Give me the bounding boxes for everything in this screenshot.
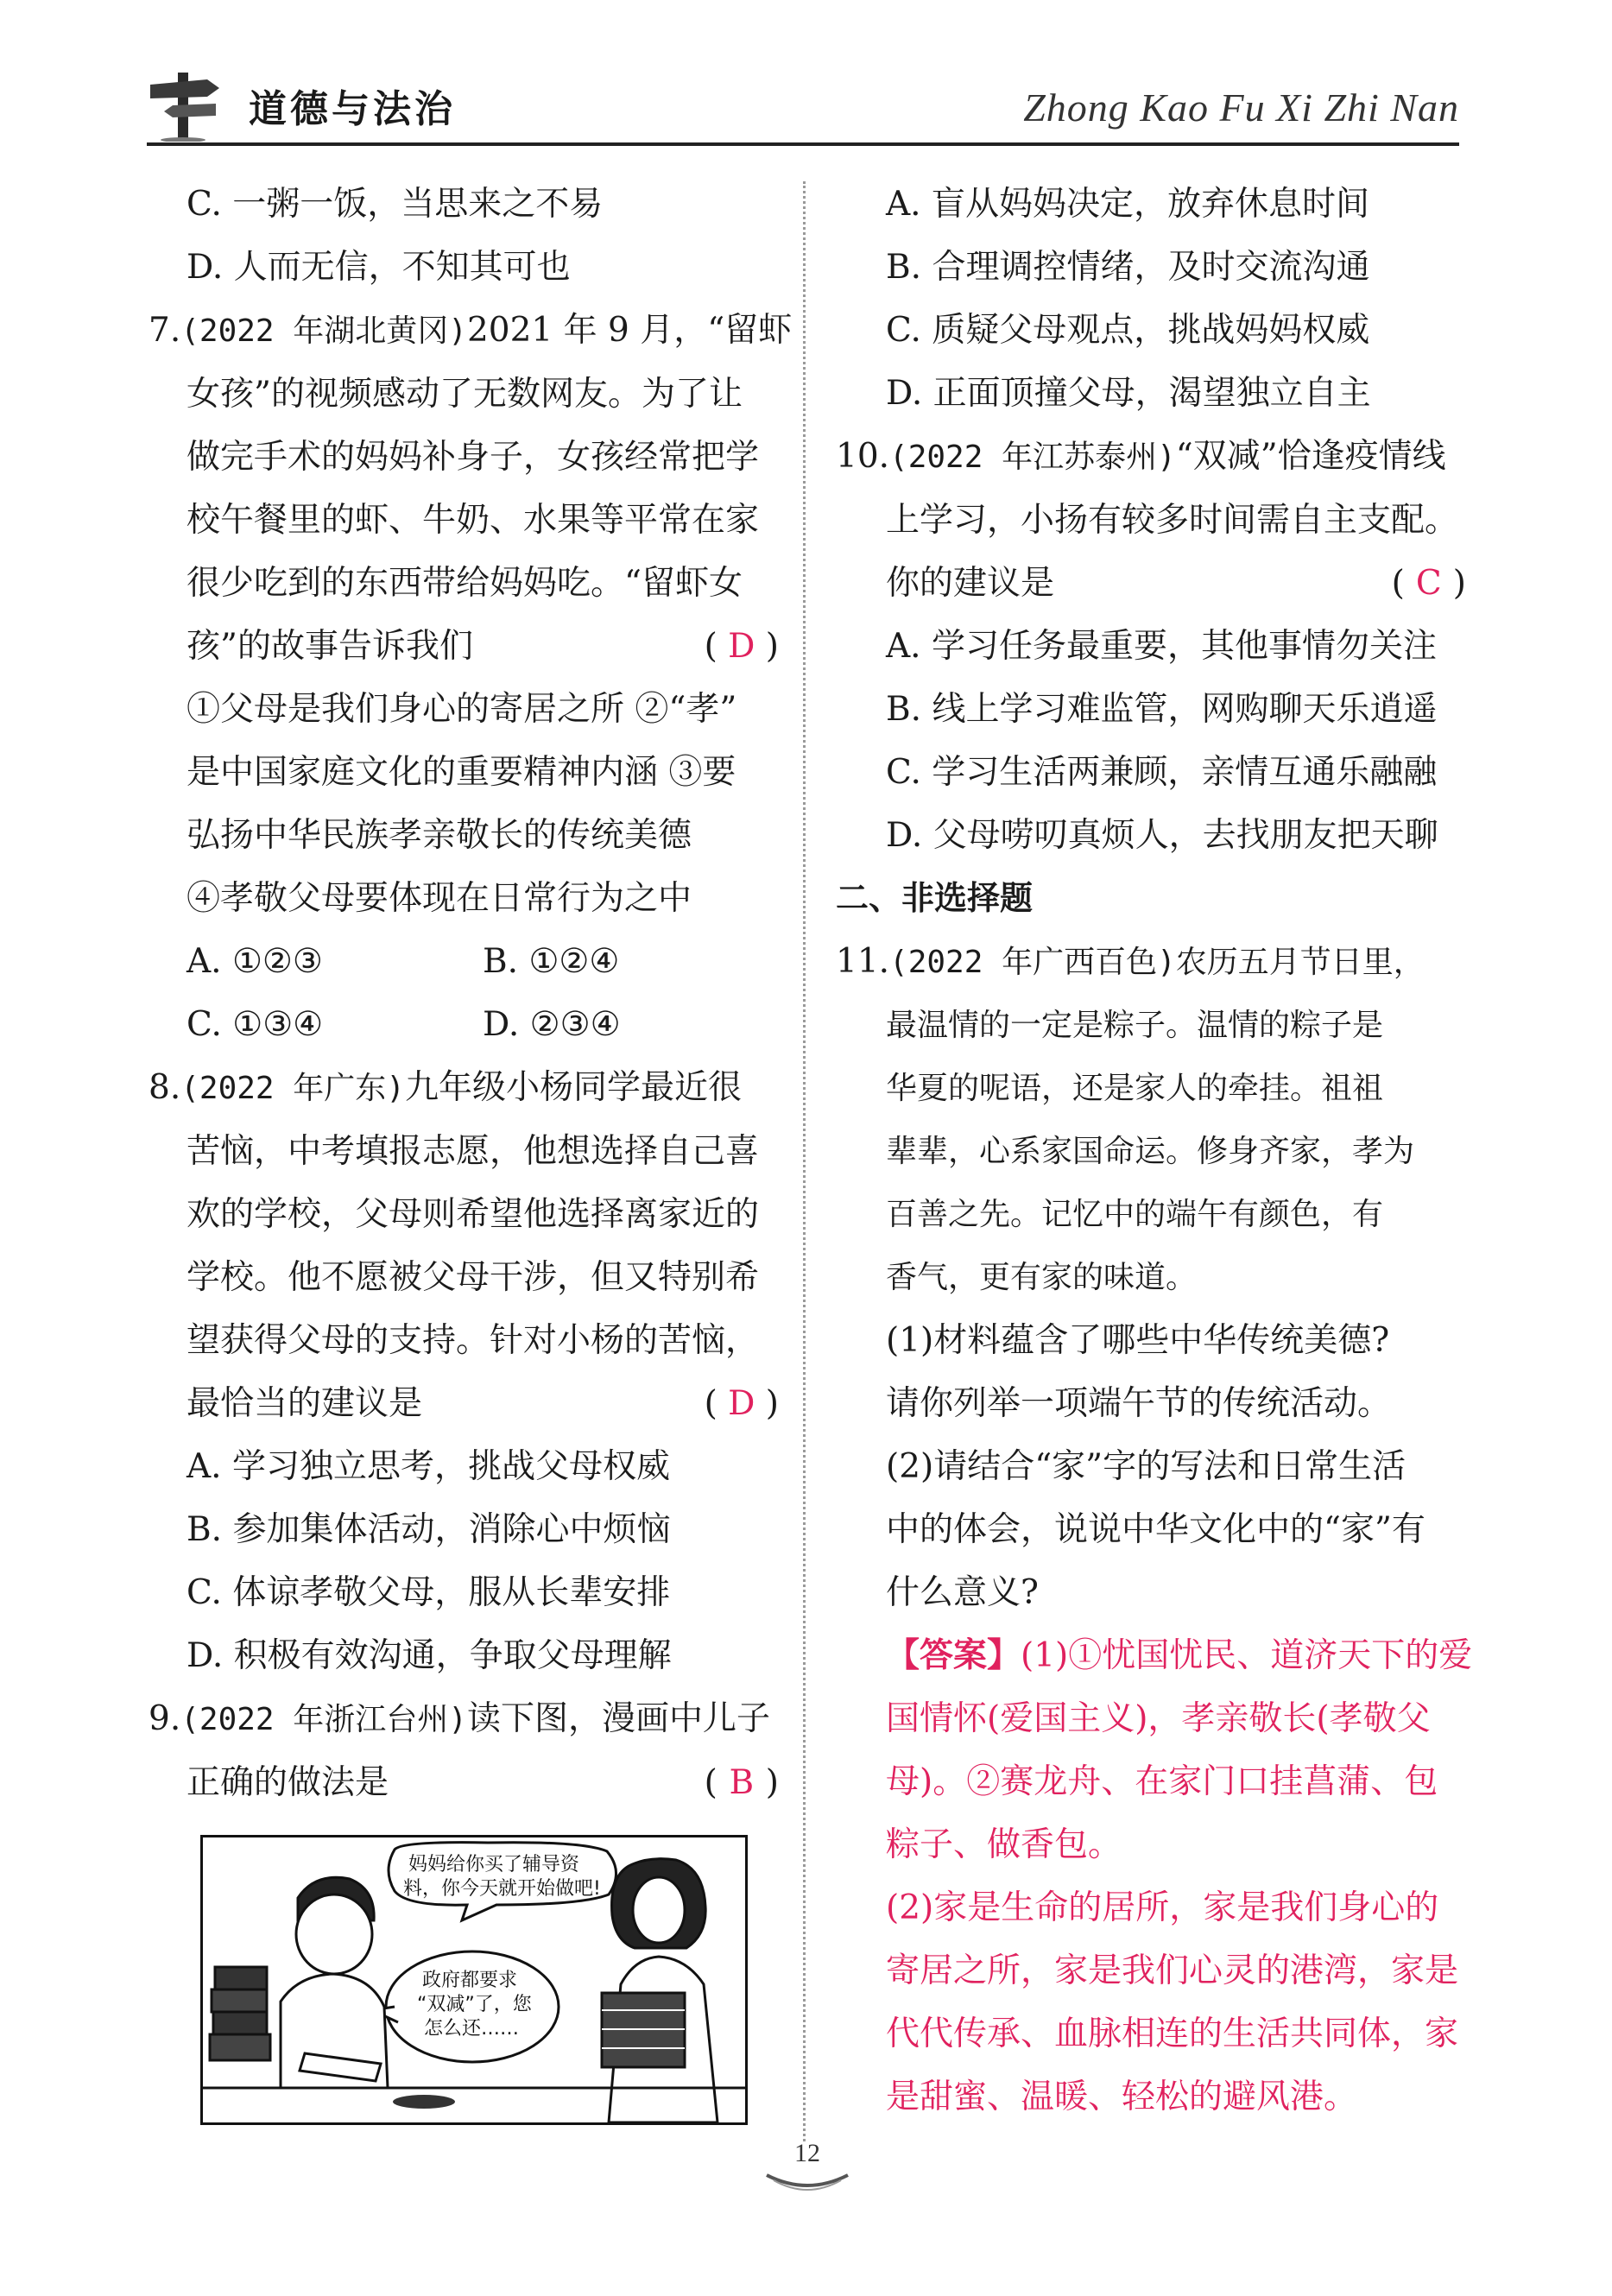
q11-answer-line: 是甜蜜、温暖、轻松的避风港。 (886, 2078, 1358, 2116)
q7-stem-line: 女孩”的视频感动了无数网友。为了让 (186, 375, 743, 414)
q7-option-a: A. ①②③ (186, 942, 323, 981)
q8-answer-bracket: ( D ) (705, 1372, 779, 1435)
q7-answer: D (728, 627, 755, 666)
q11-answer-line (836, 1624, 1473, 1687)
desk-object (393, 2095, 455, 2109)
q10-option-d: D. 父母唠叨真烦人，去找朋友把天聊 (886, 816, 1438, 855)
comic-illustration (200, 1835, 748, 2125)
comic-drawing (203, 1837, 745, 2122)
q11-stem-line: 香气，更有家的味道。 (886, 1260, 1198, 1295)
q9-option-a: A. 盲从妈妈决定，放弃休息时间 (886, 185, 1369, 224)
q11-answer-text: (1)①忧国忧民、道济天下的爱 (1021, 1636, 1473, 1675)
q10-option-c: C. 学习生活两兼顾，亲情互通乐融融 (886, 753, 1438, 792)
q9-answer-bracket: ( B ) (705, 1751, 779, 1814)
q7-answer-bracket: ( D ) (705, 615, 779, 678)
q8-option-c: C. 体谅孝敬父母，服从长辈安排 (186, 1573, 671, 1612)
q7-stem-line: 做完手术的妈妈补身子，女孩经常把学 (186, 438, 760, 477)
q7-options-row (149, 993, 779, 1056)
question-11 (836, 930, 1473, 2128)
q6-option-c: C. 一粥一饭，当思来之不易 (186, 185, 604, 224)
q8-option-b: B. 参加集体活动，消除心中烦恼 (186, 1510, 671, 1549)
right-column (836, 173, 1473, 2128)
q11-stem-line: 农历五月节日里， (1175, 945, 1425, 980)
q11-answer-line: 国情怀(爱国主义)，孝亲敬长(孝敬父 (886, 1699, 1431, 1738)
answer-label: 【答案】 (886, 1636, 1021, 1675)
left-column (149, 173, 793, 1814)
header-series-pinyin: Zhong Kao Fu Xi Zhi Nan (1023, 85, 1459, 130)
q11-answer-line: 寄居之所，家是我们心灵的港湾，家是 (886, 1951, 1459, 1990)
q7-option-b: B. ①②④ (483, 942, 620, 981)
page-number-swoosh-icon (760, 2137, 855, 2198)
q7-statement: 是中国家庭文化的重要精神内涵 ③要 (186, 753, 736, 792)
book-stack (210, 1967, 270, 2060)
question-10 (836, 425, 1466, 867)
q11-stem-line: 辈辈，心系家国命运。修身齐家，孝为 (886, 1134, 1415, 1169)
page-number (760, 2137, 855, 2198)
header-subject-title: 道德与法治 (249, 87, 456, 131)
q9-answer: B (729, 1763, 755, 1802)
q8-stem-line: 欢的学校，父母则希望他选择离家近的 (186, 1195, 760, 1234)
q8-option-d: D. 积极有效沟通，争取父母理解 (186, 1636, 672, 1675)
q9-option-b: B. 合理调控情绪，及时交流沟通 (886, 248, 1370, 287)
q7-statement: ④孝敬父母要体现在日常行为之中 (186, 879, 692, 918)
comic-bubble-son-line: 怎么还…… (424, 2018, 520, 2040)
comic-bubble-mother-line: 妈妈给你买了辅导资 (408, 1854, 580, 1875)
q7-number: 7. (149, 311, 181, 350)
son-figure (281, 1877, 388, 2088)
q7-statement: 弘扬中华民族孝亲敬长的传统美德 (186, 816, 692, 855)
q10-stem-line: “双减”恰逢疫情线 (1175, 437, 1446, 476)
q10-option-b: B. 线上学习难监管，网购聊天乐逍遥 (886, 690, 1438, 729)
q11-answer-line: 粽子、做香包。 (886, 1825, 1122, 1864)
q7-option-c: C. ①③④ (186, 1005, 324, 1044)
comic-bubble-son-line: “双减”了，您 (417, 1994, 532, 2015)
q7-stem-line: 很少吃到的东西带给妈妈吃。“留虾女 (186, 564, 743, 603)
question-7 (149, 299, 793, 1056)
q11-number: 11. (836, 942, 890, 981)
q8-option-a: A. 学习独立思考，挑战父母权威 (186, 1447, 670, 1486)
question-9 (149, 1687, 779, 1814)
q6-option-d: D. 人而无信，不知其可也 (186, 248, 571, 287)
q7-stem-line: 校午餐里的虾、牛奶、水果等平常在家 (186, 501, 760, 540)
q11-subquestion-line: 请你列举一项端午节的传统活动。 (886, 1384, 1392, 1423)
q11-subquestion-line: (2)请结合“家”字的写法和日常生活 (886, 1447, 1407, 1486)
q8-number: 8. (149, 1068, 181, 1107)
q10-stem-line: 你的建议是 (886, 564, 1055, 603)
q11-stem-line: 最温情的一定是粽子。温情的粽子是 (886, 1008, 1384, 1043)
column-divider (803, 181, 806, 2141)
q10-answer-bracket: ( C ) (1392, 552, 1466, 615)
page-number-text: 12 (794, 2139, 820, 2167)
q10-stem-line: 上学习，小扬有较多时间需自主支配。 (886, 501, 1459, 540)
q9-option-d: D. 正面顶撞父母，渴望独立自主 (886, 374, 1371, 413)
q11-answer-line: (2)家是生命的居所，家是我们身心的 (886, 1888, 1439, 1927)
q11-answer-line: 代代传承、血脉相连的生活共同体，家 (886, 2015, 1459, 2053)
q11-subquestion-line: 中的体会，说说中华文化中的“家”有 (886, 1510, 1426, 1549)
q9-source: (2022 年浙江台州) (180, 1702, 467, 1737)
q8-stem-line: 苦恼，中考填报志愿，他想选择自己喜 (186, 1132, 760, 1171)
q7-option-d: D. ②③④ (483, 1005, 621, 1044)
q7-source: (2022 年湖北黄冈) (180, 313, 467, 349)
q11-stem-line: 百善之先。记忆中的端午有颜色，有 (886, 1197, 1384, 1232)
q8-stem-line: 望获得父母的支持。针对小杨的苦恼， (186, 1321, 760, 1360)
q11-answer-line: 母)。②赛龙舟、在家门口挂菖蒲、包 (886, 1762, 1438, 1801)
q10-number: 10. (836, 437, 890, 476)
mother-figure (602, 1859, 717, 2122)
q9-stem-line: 正确的做法是 (186, 1763, 389, 1802)
comic-bubble-mother-line: 料，你今天就开始做吧! (403, 1878, 601, 1900)
q10-answer: C (1415, 564, 1442, 603)
question-8 (149, 1056, 779, 1687)
q11-stem-line: 华夏的呢语，还是家人的牵挂。祖祖 (886, 1071, 1384, 1106)
q10-source: (2022 年江苏泰州) (889, 440, 1176, 475)
q9-stem-line: 读下图，漫画中儿子 (466, 1699, 770, 1738)
q8-stem-line: 学校。他不愿被父母干涉，但又特别希 (186, 1258, 760, 1297)
q8-stem-line: 最恰当的建议是 (186, 1384, 423, 1423)
signpost-icon (147, 67, 226, 142)
q10-option-a: A. 学习任务最重要，其他事情勿关注 (886, 627, 1437, 666)
q7-statement: ①父母是我们身心的寄居之所 ②“孝” (186, 690, 737, 729)
q8-source: (2022 年广东) (180, 1071, 405, 1106)
q11-subquestion-line: 什么意义? (886, 1573, 1039, 1612)
q7-stem-line: 孩”的故事告诉我们 (186, 627, 473, 666)
q7-options-row (149, 930, 779, 993)
comic-bubble-son-line: 政府都要求 (422, 1970, 518, 1991)
page-header (147, 60, 1459, 147)
q8-answer: D (728, 1384, 755, 1423)
q8-stem-line: 九年级小杨同学最近很 (404, 1068, 742, 1107)
q11-subquestion-line: (1)材料蕴含了哪些中华传统美德? (886, 1321, 1390, 1360)
header-rule (147, 142, 1459, 146)
q9-number: 9. (149, 1699, 181, 1738)
q7-stem-line: 2021 年 9 月，“留虾 (466, 311, 793, 350)
q9-option-c: C. 质疑父母观点，挑战妈妈权威 (886, 311, 1370, 350)
section-heading: 二、非选择题 (836, 879, 1034, 917)
q11-source: (2022 年广西百色) (889, 945, 1176, 980)
